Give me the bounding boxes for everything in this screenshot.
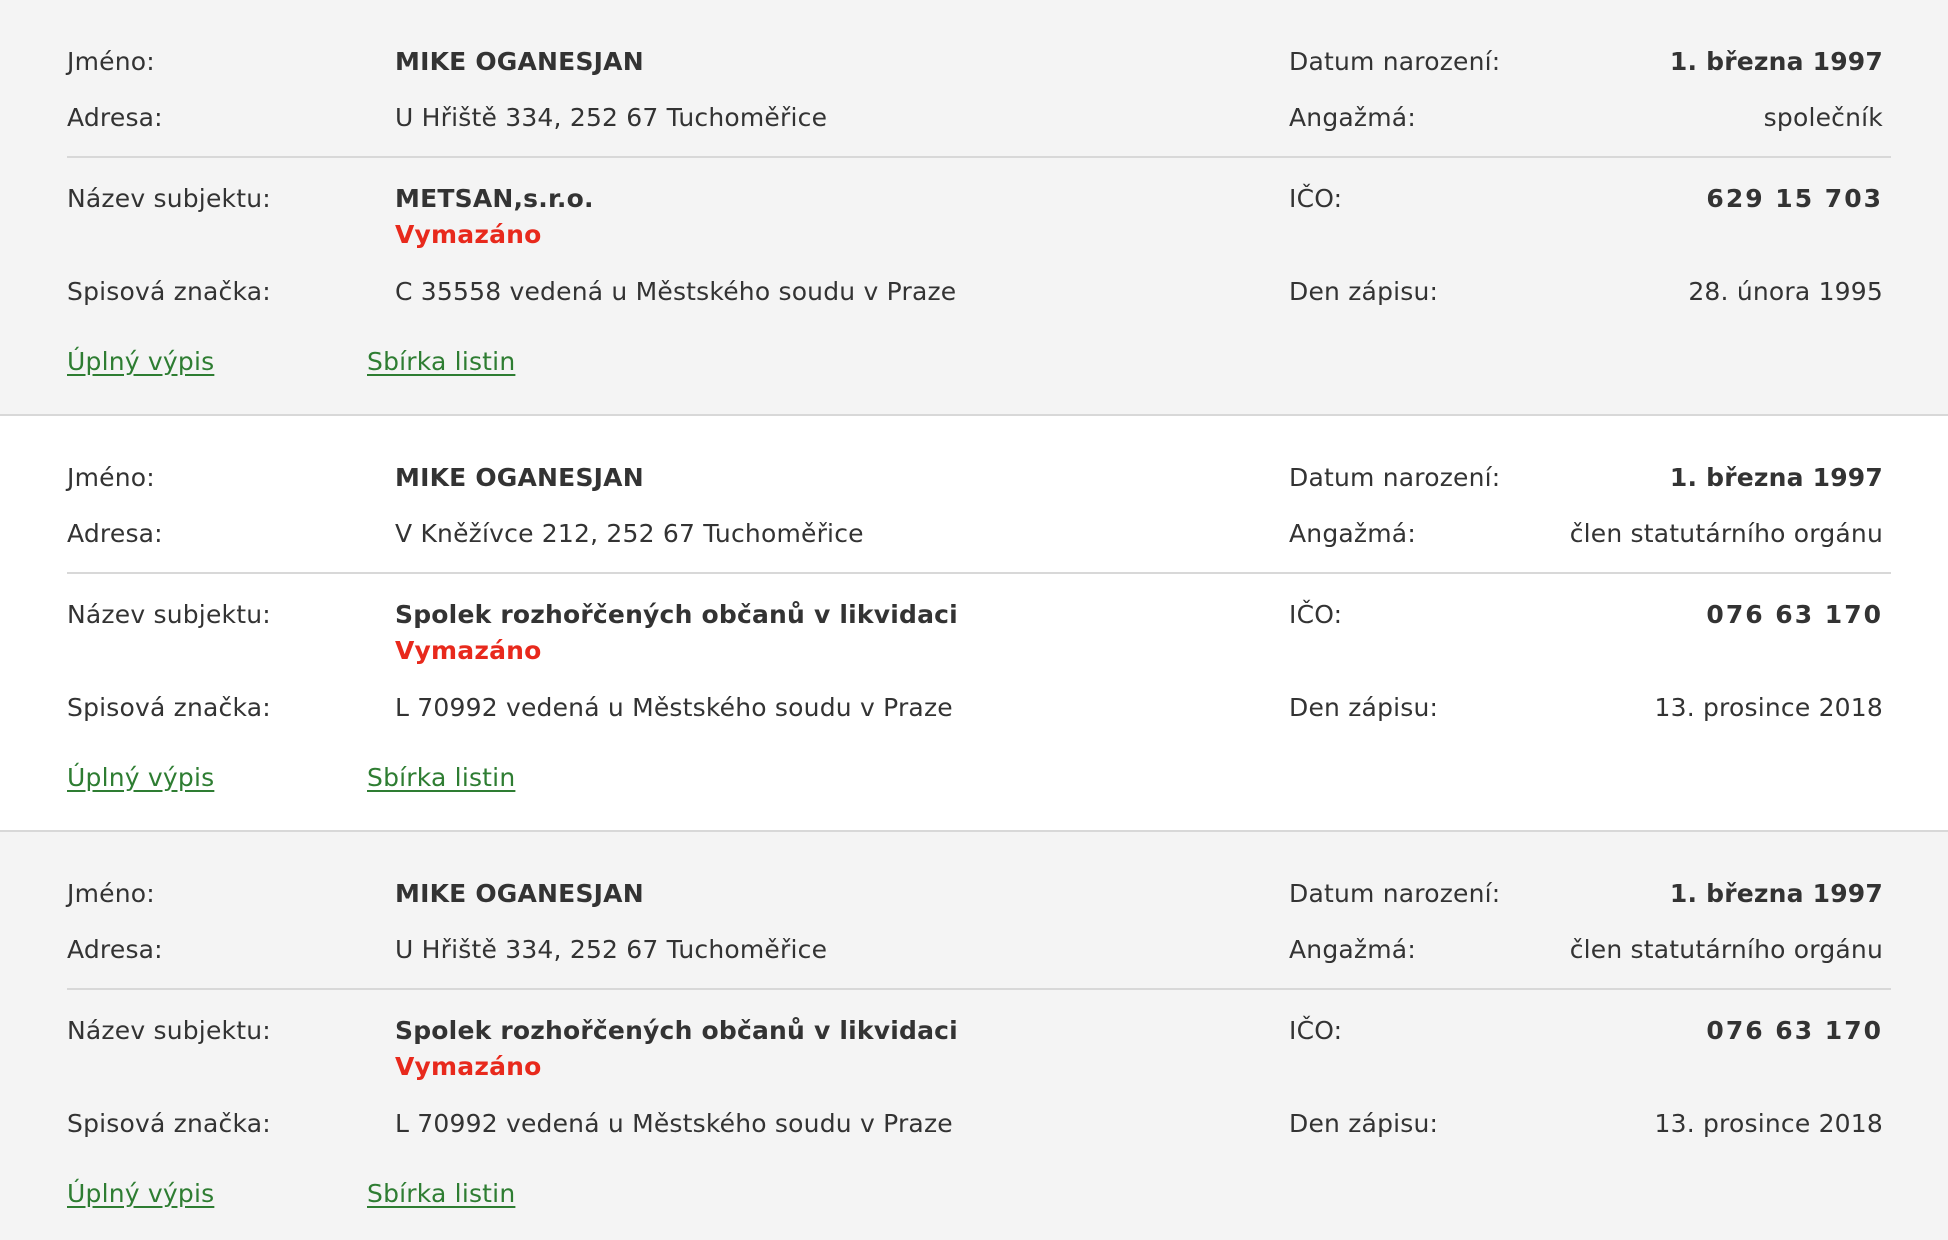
registration-date-value: 13. prosince 2018: [1654, 693, 1883, 722]
subject-name-value: METSAN,s.r.o.: [395, 184, 594, 213]
subject-name-label: Název subjektu:: [67, 1016, 271, 1045]
address-value: U Hřiště 334, 252 67 Tuchoměřice: [395, 935, 828, 964]
ico-value: 076 63 170: [1706, 1016, 1883, 1045]
engagement-value: člen statutárního orgánu: [1569, 519, 1883, 548]
record-divider: [67, 988, 1891, 990]
file-mark-label: Spisová značka:: [67, 277, 271, 306]
ico-label: IČO:: [1289, 1016, 1343, 1045]
full-extract-link[interactable]: Úplný výpis: [67, 1179, 215, 1208]
full-extract-link[interactable]: Úplný výpis: [67, 347, 215, 376]
birth-date-label: Datum narození:: [1289, 463, 1501, 492]
full-extract-link[interactable]: Úplný výpis: [67, 763, 215, 792]
address-label: Adresa:: [67, 519, 163, 548]
result-record: [0, 832, 1948, 1240]
birth-date-value: 1. března 1997: [1669, 463, 1883, 492]
registration-date-value: 13. prosince 2018: [1654, 1109, 1883, 1138]
person-name: MIKE OGANESJAN: [395, 47, 644, 76]
birth-date-value: 1. března 1997: [1669, 47, 1883, 76]
engagement-label: Angažmá:: [1289, 103, 1416, 132]
subject-name-label: Název subjektu:: [67, 600, 271, 629]
status-badge: Vymazáno: [395, 220, 542, 249]
subject-name-value: Spolek rozhořčených občanů v likvidaci: [395, 600, 958, 629]
ico-value: 629 15 703: [1706, 184, 1883, 213]
record-divider: [67, 156, 1891, 158]
address-label: Adresa:: [67, 935, 163, 964]
registration-date-label: Den zápisu:: [1289, 277, 1439, 306]
engagement-label: Angažmá:: [1289, 935, 1416, 964]
person-name: MIKE OGANESJAN: [395, 879, 644, 908]
document-collection-link[interactable]: Sbírka listin: [367, 763, 516, 792]
document-collection-link[interactable]: Sbírka listin: [367, 347, 516, 376]
result-record: [0, 416, 1948, 832]
address-label: Adresa:: [67, 103, 163, 132]
file-mark-value: L 70992 vedená u Městského soudu v Praze: [395, 693, 953, 722]
status-badge: Vymazáno: [395, 1052, 542, 1081]
ico-value: 076 63 170: [1706, 600, 1883, 629]
birth-date-value: 1. března 1997: [1669, 879, 1883, 908]
name-label: Jméno:: [67, 879, 155, 908]
engagement-value: člen statutárního orgánu: [1569, 935, 1883, 964]
file-mark-value: C 35558 vedená u Městského soudu v Praze: [395, 277, 957, 306]
registration-date-value: 28. února 1995: [1688, 277, 1883, 306]
name-label: Jméno:: [67, 47, 155, 76]
ico-label: IČO:: [1289, 600, 1343, 629]
engagement-value: společník: [1763, 103, 1883, 132]
engagement-label: Angažmá:: [1289, 519, 1416, 548]
name-label: Jméno:: [67, 463, 155, 492]
record-divider: [67, 572, 1891, 574]
address-value: U Hřiště 334, 252 67 Tuchoměřice: [395, 103, 828, 132]
registration-date-label: Den zápisu:: [1289, 693, 1439, 722]
subject-name-label: Název subjektu:: [67, 184, 271, 213]
result-record: [0, 0, 1948, 416]
subject-name-value: Spolek rozhořčených občanů v likvidaci: [395, 1016, 958, 1045]
file-mark-label: Spisová značka:: [67, 1109, 271, 1138]
registration-date-label: Den zápisu:: [1289, 1109, 1439, 1138]
birth-date-label: Datum narození:: [1289, 47, 1501, 76]
person-name: MIKE OGANESJAN: [395, 463, 644, 492]
file-mark-label: Spisová značka:: [67, 693, 271, 722]
ico-label: IČO:: [1289, 184, 1343, 213]
birth-date-label: Datum narození:: [1289, 879, 1501, 908]
document-collection-link[interactable]: Sbírka listin: [367, 1179, 516, 1208]
file-mark-value: L 70992 vedená u Městského soudu v Praze: [395, 1109, 953, 1138]
address-value: V Kněžívce 212, 252 67 Tuchoměřice: [395, 519, 864, 548]
status-badge: Vymazáno: [395, 636, 542, 665]
